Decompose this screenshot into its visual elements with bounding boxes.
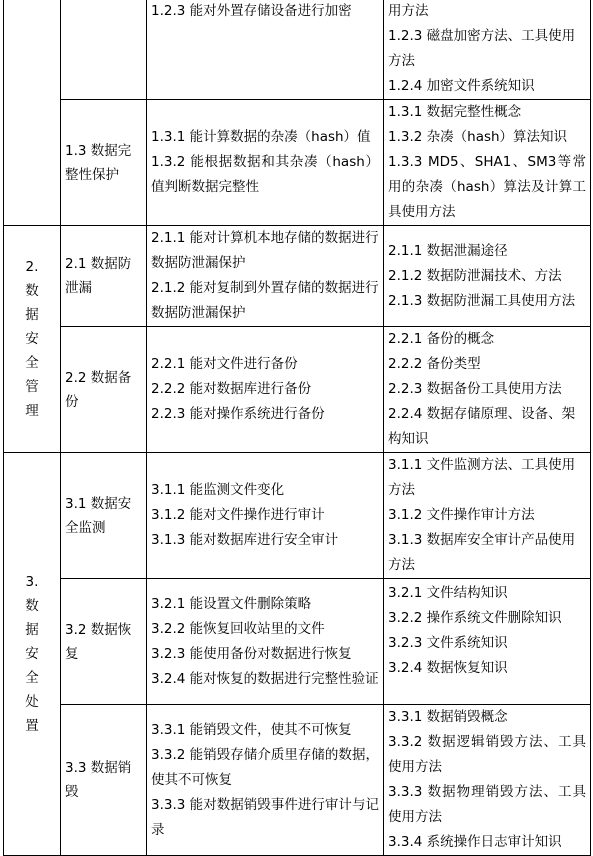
knowledge-item: 3.2.3 文件系统知识 (388, 635, 508, 651)
skill-item: 3.1.3 能对数据库进行安全审计 (151, 532, 339, 548)
knowledge-item: 2.1.1 数据泄漏途径 (388, 242, 508, 259)
skill-item: 3.3.2 能销毁存储介质里存储的数据，使其不可恢复 (151, 746, 379, 788)
knowledge-item: 2.2.4 数据存储原理、设备、架构知识 (388, 406, 576, 447)
table-row (4, 453, 591, 579)
skill-item: 3.2.3 能使用备份对数据进行恢复 (151, 645, 352, 662)
knowledge-item: 3.1.3 数据库安全审计产品使用方法 (388, 532, 576, 573)
knowledge-cell (384, 0, 591, 100)
subcategory-cell: 1.3 数据完整性保护 (61, 100, 147, 226)
knowledge-item: 1.2.4 加密文件系统知识 (388, 78, 535, 94)
table-row (4, 705, 591, 856)
skill-item: 3.3.1 能销毁文件，使其不可恢复 (151, 721, 352, 738)
knowledge-item: 2.2.1 备份的概念 (388, 331, 495, 347)
knowledge-item: 1.3.1 数据完整性概念 (388, 104, 522, 120)
category-cell (4, 226, 61, 453)
skills-cell (147, 0, 384, 100)
skills-cell (147, 705, 384, 856)
skill-item: 1.3.2 能根据数据和其杂凑（hash）值判断数据完整性 (151, 154, 379, 195)
category-label: 3. 数据安全处置 (25, 574, 39, 734)
knowledge-cell (384, 579, 591, 705)
table-row (4, 579, 591, 705)
knowledge-item: 1.3.3 MD5、SHA1、SM3等常用的杂凑（hash）算法及计算工具使用方法 (388, 154, 586, 220)
knowledge-cell (384, 327, 591, 453)
skill-item: 3.1.1 能监测文件变化 (151, 482, 285, 498)
subcategory-cell: 2.1 数据防泄漏 (61, 226, 147, 327)
knowledge-item: 3.3.1 数据销毁概念 (388, 709, 508, 725)
skill-item: 3.3.3 能对数据销毁事件进行审计与记录 (151, 796, 379, 838)
knowledge-item: 3.1.2 文件操作审计方法 (388, 507, 535, 523)
skills-table (3, 0, 591, 856)
knowledge-cell (384, 453, 591, 579)
knowledge-item: 用方法 (388, 3, 429, 19)
knowledge-cell (384, 100, 591, 226)
knowledge-item: 3.1.1 文件监测方法、工具使用方法 (388, 457, 576, 498)
table-row (4, 226, 591, 327)
knowledge-item: 3.2.1 文件结构知识 (388, 585, 508, 601)
subcategory-cell-empty (61, 0, 147, 100)
subcategory-cell: 3.1 数据安全监测 (61, 453, 147, 579)
skill-item: 2.2.1 能对文件进行备份 (151, 356, 298, 372)
subcategory-cell: 3.3 数据销毁 (61, 705, 147, 856)
skill-item: 1.3.1 能计算数据的杂凑（hash）值 (151, 129, 371, 145)
skills-cell (147, 453, 384, 579)
knowledge-cell (384, 226, 591, 327)
knowledge-item: 2.1.3 数据防泄漏工具使用方法 (388, 292, 576, 309)
knowledge-item: 3.3.3 数据物理销毁方法、工具使用方法 (388, 784, 586, 825)
category-cell (4, 453, 61, 856)
knowledge-item: 2.1.2 数据防泄漏技术、方法 (388, 267, 562, 284)
knowledge-item: 3.2.4 数据恢复知识 (388, 660, 508, 676)
skill-item: 2.2.2 能对数据库进行备份 (151, 381, 312, 397)
skill-item: 2.2.3 能对操作系统进行备份 (151, 406, 325, 422)
knowledge-item: 3.3.2 数据逻辑销毁方法、工具使用方法 (388, 734, 586, 775)
skills-cell (147, 226, 384, 327)
skill-item: 3.2.2 能恢复回收站里的文件 (151, 620, 325, 637)
skill-item: 2.1.2 能对复制到外置存储的数据进行数据防泄漏保护 (151, 280, 379, 321)
knowledge-item: 2.2.3 数据备份工具使用方法 (388, 381, 562, 397)
skills-cell (147, 327, 384, 453)
skill-item: 3.2.4 能对恢复的数据进行完整性验证 (151, 670, 379, 687)
knowledge-item: 3.3.4 系统操作日志审计知识 (388, 834, 562, 850)
table-row (4, 0, 591, 100)
table-row (4, 100, 591, 226)
category-cell-1 (4, 0, 61, 226)
table-row (4, 327, 591, 453)
skills-cell (147, 100, 384, 226)
skill-item: 3.1.2 能对文件操作进行审计 (151, 507, 325, 523)
subcategory-cell: 2.2 数据备份 (61, 327, 147, 453)
subcategory-cell: 3.2 数据恢复 (61, 579, 147, 705)
knowledge-cell (384, 705, 591, 856)
knowledge-item: 1.3.2 杂凑（hash）算法知识 (388, 129, 568, 145)
skills-cell (147, 579, 384, 705)
skill-item: 3.2.1 能设置文件删除策略 (151, 595, 312, 612)
skill-item: 2.1.1 能对计算机本地存储的数据进行数据防泄漏保护 (151, 230, 379, 271)
knowledge-item: 3.2.2 操作系统文件删除知识 (388, 610, 562, 626)
knowledge-item: 1.2.3 磁盘加密方法、工具使用方法 (388, 28, 576, 69)
category-label: 2. 数据安全管理 (25, 259, 39, 419)
knowledge-item: 2.2.2 备份类型 (388, 356, 481, 372)
skill-item: 1.2.3 能对外置存储设备进行加密 (151, 3, 352, 19)
